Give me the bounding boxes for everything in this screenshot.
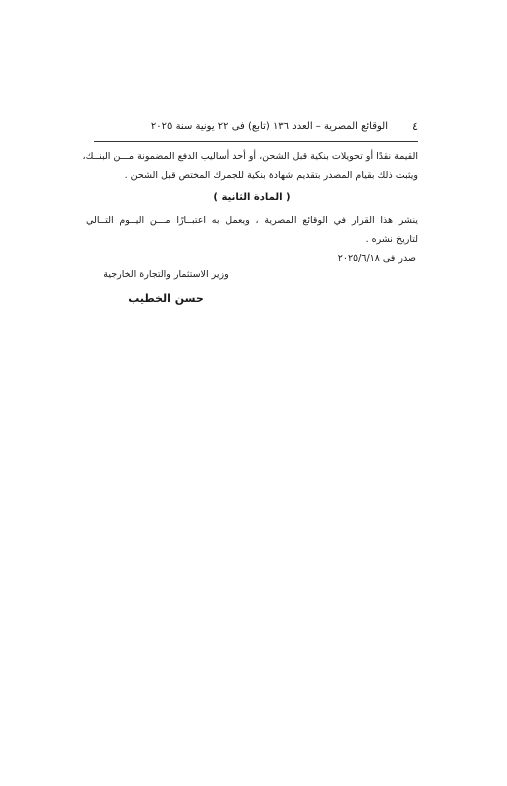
minister-signature-name: حسن الخطيب: [128, 292, 204, 305]
gazette-header-title: الوقائع المصرية – العدد ١٣٦ (تابع) فى ٢٢ يونية سنة ٢٠٢٥: [150, 121, 388, 132]
header-divider: [94, 141, 418, 142]
issued-date: صدر فى ٢٠٢٥/٦/١٨: [337, 253, 416, 264]
body-line-3: ينشر هذا القرار في الوقائع المصرية ، ويعمل به اعتبــارًا مـــن اليــوم التــالي: [86, 215, 418, 226]
page-number: ٤: [412, 120, 418, 133]
body-line-1: القيمة نقدًا أو تحويلات بنكية قبل الشحن، أو أحد أساليب الدفع المضمونة مـــن البنــك،: [82, 151, 418, 162]
minister-title: وزير الاستثمار والتجارة الخارجية: [103, 269, 229, 280]
body-line-4: لتاريخ نشره .: [365, 234, 418, 245]
article-heading: ( المادة الثانية ): [213, 192, 291, 203]
page-header: [128, 118, 418, 136]
body-line-2: ويثبت ذلك بقيام المصدر بتقديم شهادة بنكية للجمرك المختص قبل الشحن .: [124, 170, 418, 181]
